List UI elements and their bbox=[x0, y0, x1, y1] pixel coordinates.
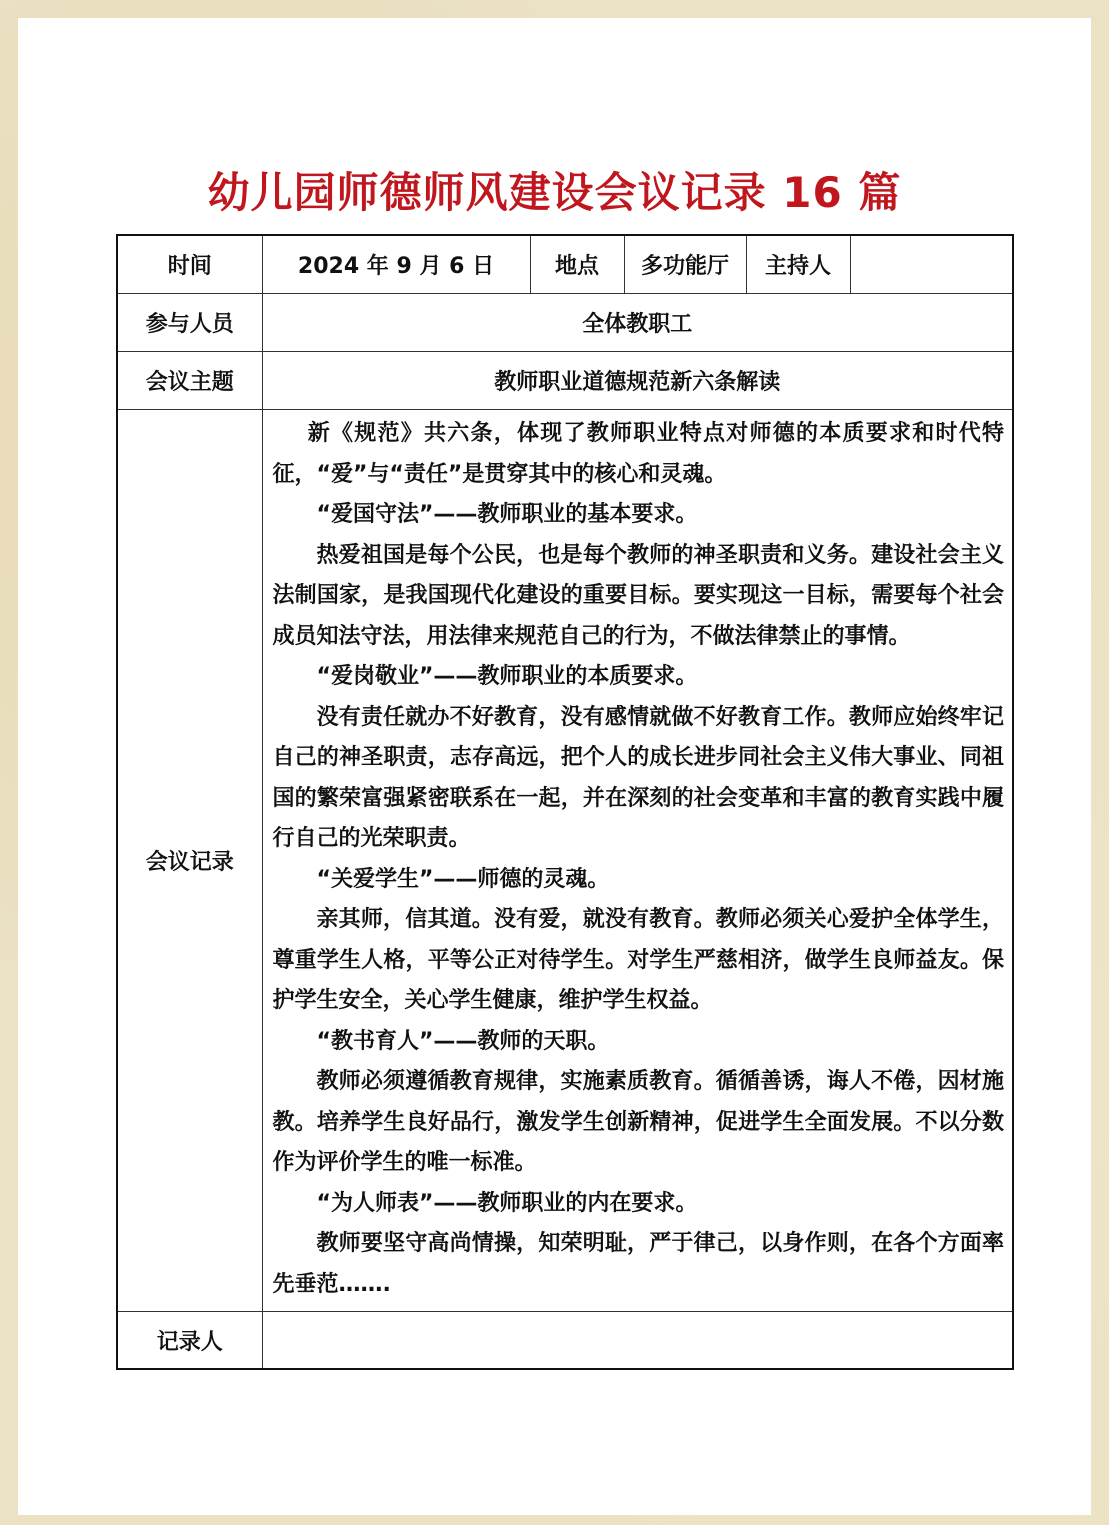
record-heading: “爱岗敬业”——教师职业的本质要求。 bbox=[316, 664, 698, 689]
record-heading: “为人师表”——教师职业的内在要求。 bbox=[316, 1190, 698, 1216]
recorder-label: 记录人 bbox=[117, 1312, 262, 1370]
record-paragraph: 热爱祖国是每个公民，也是每个教师的神圣职责和义务。建设社会主义法制国家，是我国现代化建设的重要目标。要实现这一目标，需要每个社会成员知法守法，用法律来规范自己的行为，不做法律禁止的事情。 bbox=[272, 542, 1004, 649]
place-value: 多功能厅 bbox=[624, 235, 746, 294]
record-heading: “教书育人”——教师的天职。 bbox=[316, 1028, 610, 1054]
participants-value: 全体教职工 bbox=[262, 294, 1013, 352]
topic-row bbox=[117, 352, 1013, 410]
record-paragraph: 教师要坚守高尚情操，知荣明耻，严于律己，以身作则，在各个方面率先垂范……. bbox=[272, 1231, 1004, 1297]
participants-label: 参与人员 bbox=[117, 294, 262, 352]
record-content bbox=[262, 410, 1013, 1312]
topic-label: 会议主题 bbox=[117, 352, 262, 410]
record-paragraph: 新《规范》共六条，体现了教师职业特点对师德的本质要求和时代特征，“爱”与“责任”是贯穿其中的核心和灵魂。 bbox=[272, 421, 1004, 487]
meeting-record-table bbox=[116, 234, 1014, 1370]
time-row bbox=[117, 235, 1013, 294]
place-label: 地点 bbox=[530, 235, 624, 294]
topic-value: 教师职业道德规范新六条解读 bbox=[262, 352, 1013, 410]
time-value: 2024 年 9 月 6 日 bbox=[262, 235, 530, 294]
record-heading: “关爱学生”——师德的灵魂。 bbox=[316, 866, 610, 892]
record-row bbox=[117, 410, 1013, 1312]
recorder-value bbox=[262, 1312, 1013, 1370]
document-title: 幼儿园师德师风建设会议记录 16 篇 bbox=[207, 168, 902, 217]
record-heading: “爱国守法”——教师职业的基本要求。 bbox=[316, 502, 698, 527]
record-paragraph: 教师必须遵循教育规律，实施素质教育。循循善诱，诲人不倦，因材施教。培养学生良好品行，激发学生创新精神，促进学生全面发展。不以分数作为评价学生的唯一标准。 bbox=[272, 1069, 1004, 1175]
host-value bbox=[850, 235, 1013, 294]
host-label: 主持人 bbox=[746, 235, 850, 294]
record-paragraph: 亲其师，信其道。没有爱，就没有教育。教师必须关心爱护全体学生，尊重学生人格，平等公正对待学生。对学生严慈相济，做学生良师益友。保护学生安全，关心学生健康，维护学生权益。 bbox=[272, 907, 1004, 1013]
record-label: 会议记录 bbox=[117, 410, 262, 1312]
recorder-row bbox=[117, 1312, 1013, 1370]
time-label: 时间 bbox=[117, 235, 262, 294]
participants-row bbox=[117, 294, 1013, 352]
record-paragraph: 没有责任就办不好教育，没有感情就做不好教育工作。教师应始终牢记自己的神圣职责，志存高远，把个人的成长进步同社会主义伟大事业、同祖国的繁荣富强紧密联系在一起，并在深刻的社会变革和丰富的教育实践中履行自己的光荣职责。 bbox=[272, 704, 1004, 851]
